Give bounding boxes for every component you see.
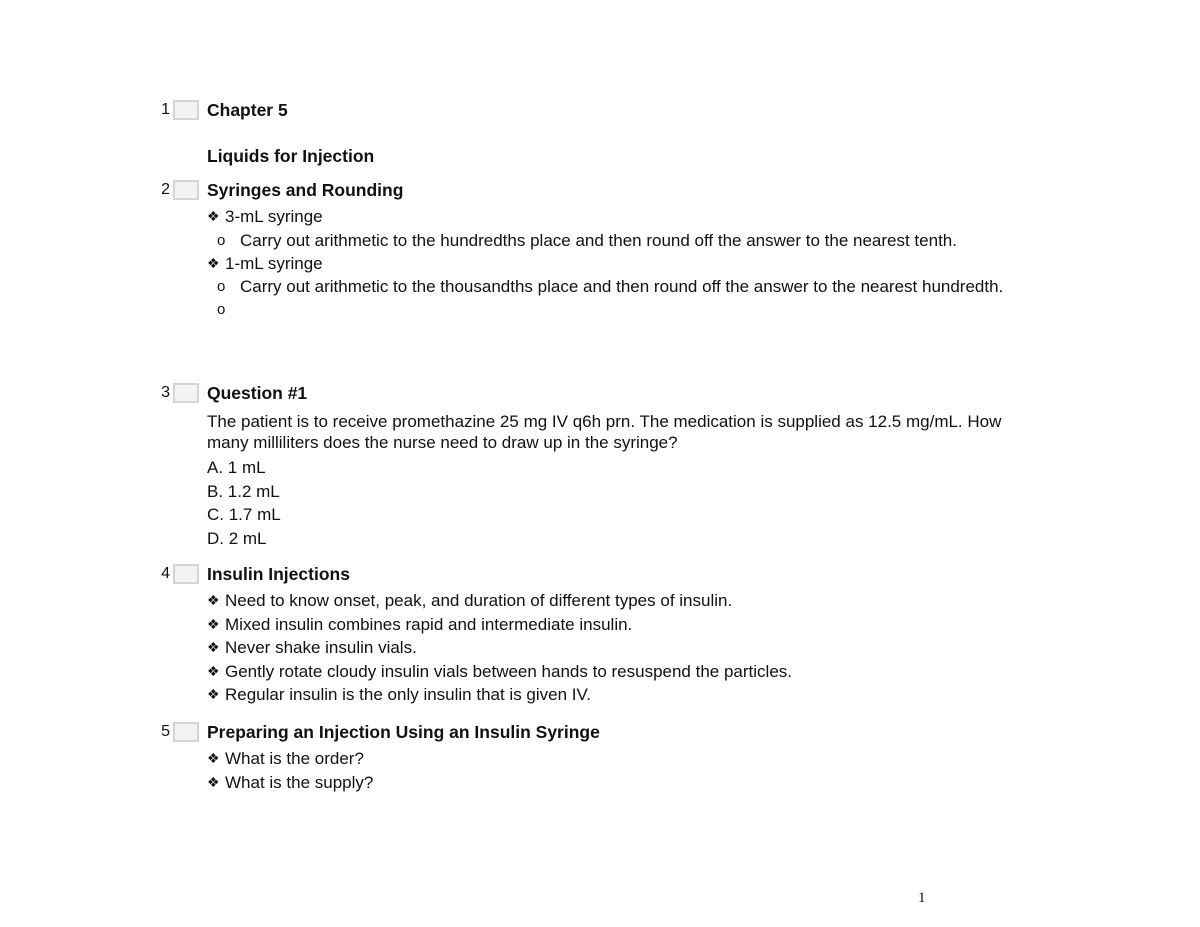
sub-bullet-item xyxy=(217,275,1007,298)
diamond-bullet-icon: ❖ xyxy=(207,639,220,655)
slide-title: Chapter 5 xyxy=(207,100,288,120)
bullet-text: Never shake insulin vials. xyxy=(225,638,417,657)
slide-content xyxy=(207,383,1007,550)
diamond-bullet-icon: ❖ xyxy=(207,208,220,224)
answer-option: B. 1.2 mL xyxy=(207,481,280,501)
bullet-text: Need to know onset, peak, and duration of different types of insulin. xyxy=(225,591,733,610)
bullet-text: Regular insulin is the only insulin that is given IV. xyxy=(225,685,592,704)
bullet-item xyxy=(207,771,1007,795)
bullet-text: 3-mL syringe xyxy=(225,207,323,226)
slide-title: Insulin Injections xyxy=(207,564,350,584)
sub-bullet-text: Carry out arithmetic to the thousandths place and then round off the answer to the nearest hundredth. xyxy=(240,277,1004,296)
slide-title: Syringes and Rounding xyxy=(207,180,404,200)
bullet-item xyxy=(207,205,1007,229)
slide-subtitle: Liquids for Injection xyxy=(207,146,375,166)
slide-content xyxy=(207,722,1007,794)
slide-title: Question #1 xyxy=(207,383,308,403)
bullet-item xyxy=(207,636,1007,660)
slide-content xyxy=(207,564,1007,707)
diamond-bullet-icon: ❖ xyxy=(207,750,220,766)
diamond-bullet-icon: ❖ xyxy=(207,662,220,679)
answer-option: D. 2 mL xyxy=(207,528,267,548)
slide-thumbnail-box[interactable] xyxy=(173,180,199,200)
sub-bullet-text: Carry out arithmetic to the hundredths place and then round off the answer to the nearest tenth. xyxy=(240,230,957,250)
slide-thumbnail-box[interactable] xyxy=(173,564,199,584)
slide-number: 5 xyxy=(161,723,170,740)
bullet-item xyxy=(207,613,1007,637)
bullet-item xyxy=(207,747,1007,771)
diamond-bullet-icon: ❖ xyxy=(207,773,220,790)
slide-number: 2 xyxy=(161,181,170,198)
bullet-text: What is the supply? xyxy=(225,772,374,792)
sub-bullet-item xyxy=(217,229,1007,252)
bullet-text: Gently rotate cloudy insulin vials between hands to resuspend the particles. xyxy=(225,661,792,681)
bullet-item xyxy=(207,683,1007,707)
bullet-item xyxy=(207,660,1007,684)
diamond-bullet-icon: ❖ xyxy=(207,615,220,632)
question-text: The patient is to receive promethazine 25 mg IV q6h prn. The medication is supplied as 12.5 mg/mL. How many milliliters does the nurse need to draw up in the syringe? xyxy=(207,412,1002,452)
circle-bullet-icon: o xyxy=(217,301,226,318)
bullet-item xyxy=(207,252,1007,276)
circle-bullet-icon: o xyxy=(217,278,226,295)
slide-number: 4 xyxy=(161,565,170,582)
bullet-text: Mixed insulin combines rapid and intermediate insulin. xyxy=(225,614,633,634)
slide-content xyxy=(207,100,1007,166)
answer-option: A. 1 mL xyxy=(207,458,266,477)
diamond-bullet-icon: ❖ xyxy=(207,592,220,608)
slide-thumbnail-box[interactable] xyxy=(173,383,199,403)
diamond-bullet-icon: ❖ xyxy=(207,254,220,271)
slide-title: Preparing an Injection Using an Insulin Syringe xyxy=(207,722,600,742)
slide-thumbnail-box[interactable] xyxy=(173,100,199,120)
bullet-text: 1-mL syringe xyxy=(225,253,323,273)
answer-option: C. 1.7 mL xyxy=(207,505,281,524)
slide-number: 3 xyxy=(161,384,170,401)
slide-number: 1 xyxy=(161,101,170,118)
slide-content xyxy=(207,180,1007,321)
slide-thumbnail-box[interactable] xyxy=(173,722,199,742)
bullet-text: What is the order? xyxy=(225,749,364,768)
circle-bullet-icon: o xyxy=(217,231,226,249)
bullet-item xyxy=(207,589,1007,613)
sub-bullet-item xyxy=(217,298,1007,321)
diamond-bullet-icon: ❖ xyxy=(207,686,220,702)
page-number: 1 xyxy=(918,890,926,906)
